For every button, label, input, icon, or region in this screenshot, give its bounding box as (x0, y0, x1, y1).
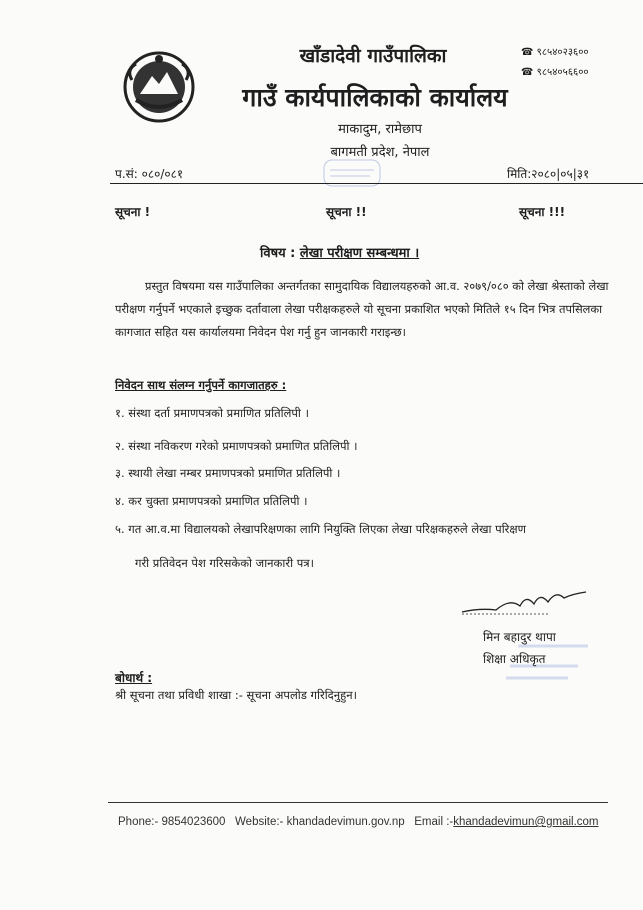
header-divider (110, 183, 643, 184)
footer-contact (118, 816, 599, 828)
subject-line (260, 243, 419, 261)
address-line-2: बागमती प्रदेश, नेपाल (330, 145, 430, 160)
municipality-name: खाँडादेवी गाउँपालिका (299, 45, 447, 67)
notice-label-3: सूचना !!! (519, 205, 566, 219)
info-line: श्री सूचना तथा प्रविधी शाखा :- सूचना अपलोड गरिदिनुहुन। (115, 688, 358, 702)
letter-date: मिति:२०८०|०५|३१ (507, 167, 590, 181)
notice-label-2: सूचना !! (326, 205, 367, 219)
document-item-1: १. संस्था दर्ता प्रमाणपत्रको प्रमाणित प्रतिलिपी । (115, 406, 309, 420)
document-item-4: ४. कर चुक्ता प्रमाणपत्रको प्रमाणित प्रतिलिपी । (115, 494, 308, 508)
document-item-5-line-1: ५. गत आ.व.मा विद्यालयको लेखापरिक्षणका लागि नियुक्ति लिएका लेखा परिक्षकहरुले लेखा परिक्षण (115, 522, 526, 536)
footer-website: Website:- khandadevimun.gov.np (235, 816, 405, 828)
documents-heading: निवेदन साथ संलग्न गर्नुपर्ने कागजातहरु : (115, 378, 287, 392)
signature-icon (460, 588, 590, 618)
signatory-name: मिन बहादुर थापा (483, 630, 556, 644)
reference-number: प.सं: ०८०/०८१ (115, 167, 184, 181)
document-item-5 (115, 512, 625, 580)
document-item-5-line-2: गरी प्रतिवेदन पेश गरिसकेको जानकारी पत्र। (135, 556, 314, 570)
phone-number-2: ☎ ९८५४०५६६०० (521, 67, 589, 78)
office-title: गाउँ कार्यपालिकाको कार्यालय (242, 83, 508, 112)
body-paragraph: प्रस्तुत विषयमा यस गाउँपालिका अन्तर्गतका सामुदायिक विद्यालयहरुको आ.व. २०७९/०८० को लेखा श्रेस्ताको लेखा परीक्षण गर्नुपर्ने भएकाले इच्छुक दर्तावाला लेखा परीक्षकहरुले यो सूचना प्रकाशित भएको मितिले १५ दिन भित्र तपसिलका कागजात सहित यस कार्यालयमा निवेदन पेश गर्नु हुन जानकारी गराइन्छ। (115, 279, 609, 339)
signatory-title: शिक्षा अधिकृत (483, 652, 546, 666)
subject-label: विषय : (260, 246, 296, 261)
subject-text: लेखा परीक्षण सम्बन्धमा । (299, 246, 420, 261)
document-item-2: २. संस्था नविकरण गरेको प्रमाणपत्रको प्रमाणित प्रतिलिपी । (115, 439, 358, 453)
footer-email: khandadevimun@gmail.com (453, 816, 599, 828)
notice-label-1: सूचना ! (115, 205, 151, 219)
document-item-3: ३. स्थायी लेखा नम्बर प्रमाणपत्रको प्रमाणित प्रतिलिपी । (115, 466, 341, 480)
government-emblem-icon (122, 50, 196, 124)
phone-number-1: ☎ ९८५४०२३६०० (521, 47, 589, 58)
footer-phone: Phone:- 9854023600 (118, 816, 226, 828)
footer-email-label: Email :- (414, 816, 454, 828)
footer-divider (108, 802, 608, 803)
info-heading: बोधार्थ : (115, 671, 153, 685)
address-line-1: माकादुम, रामेछाप (338, 122, 422, 137)
